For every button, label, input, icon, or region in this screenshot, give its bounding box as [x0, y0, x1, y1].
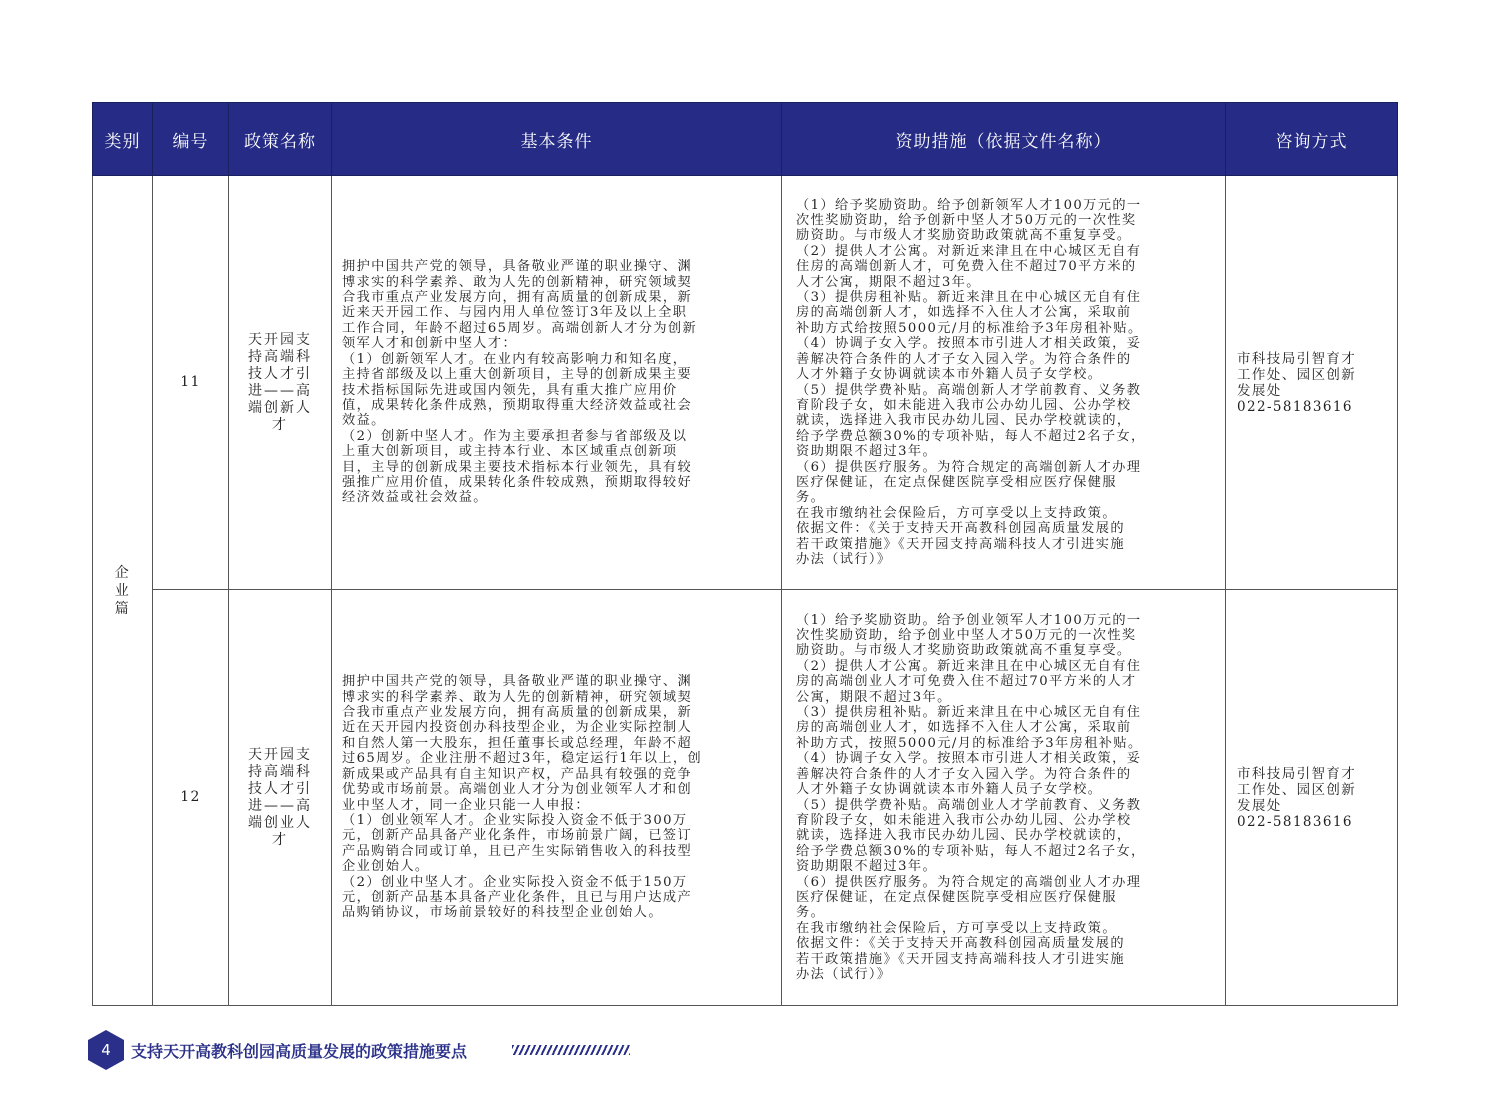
table-header — [93, 103, 1398, 176]
policy-number: 12 — [153, 590, 229, 1006]
header-category: 类别 — [93, 103, 153, 176]
policy-conditions: 拥护中国共产党的领导，具备敬业严谨的职业操守、渊 博求实的科学素养、敢为人先的创新精神，研究领域契 合我市重点产业发展方向，拥有高质量的创新成果，新 近来天开园工作、与园内用人单位签订3年及以上全职 工作合同，年龄不超过65周岁。高端创新人才分为创新 领军人才和创新中坚人才： （1）创新领军人才。在业内有较高影响力和知名度， 主持省部级及以上重大创新项目，主导的创新成果主要 技术指标国际先进或国内领先，具有重大推广应用价 值，成果转化条件成熟，预期取得重大经济效益或社会 效益。 （2）创新中坚人才。作为主要承担者参与省部级及以 上重大创新项目，或主持本行业、本区域重点创新项 目，主导的创新成果主要技术指标本行业领先，具有较 强推广应用价值，成果转化条件较成熟，预期取得较好 经济效益或社会效益。 — [332, 176, 782, 590]
footer-title: 支持天开高教科创园高质量发展的政策措施要点 — [131, 1042, 468, 1061]
policy-conditions: 拥护中国共产党的领导，具备敬业严谨的职业操守、渊 博求实的科学素养、敢为人先的创新精神，研究领域契 合我市重点产业发展方向，拥有高质量的创新成果，新 近在天开园内投资创办科技型企业，为企业实际控制人 和自然人第一大股东，担任董事长或总经理，年龄不超 过65周岁。企业注册不超过3年，稳定运行1年以上，创 新成果或产品具有自主知识产权，产品具有较强的竞争 优势或市场前景。高端创业人才分为创业领军人才和创 业中坚人才，同一企业只能一人申报： （1）创业领军人才。企业实际投入资金不低于300万 元，创新产品具备产业化条件，市场前景广阔，已签订 产品购销合同或订单，且已产生实际销售收入的科技型 企业创始人。 （2）创业中坚人才。企业实际投入资金不低于150万 元，创新产品基本具备产业化条件，且已与用户达成产 品购销协议，市场前景较好的科技型企业创始人。 — [332, 590, 782, 1006]
policy-name: 天开园支持高端科技人才引进——高端创业人才 — [229, 590, 332, 1006]
table-row — [93, 176, 1398, 590]
policy-aid: （1）给予奖励资助。给予创业领军人才100万元的一 次性奖励资助，给予创业中坚人才50万元的一次性奖 励资助。与市级人才奖励资助政策就高不重复享受。 （2）提供人才公寓。新近来津且在中心城区无自有住 房的高端创业人才可免费入住不超过70平方米的人才 公寓，期限不超过3年。 （3）提供房租补贴。新近来津且在中心城区无自有住 房的高端创业人才，如选择不入住人才公寓，采取前 补助方式，按照5000元/月的标准给予3年房租补贴。 （4）协调子女入学。按照本市引进人才相关政策，妥 善解决符合条件的人才子女入园入学。为符合条件的 人才外籍子女协调就读本市外籍人员子女学校。 （5）提供学费补贴。高端创业人才学前教育、义务教 育阶段子女，如未能进入我市公办幼儿园、公办学校 就读，选择进入我市民办幼儿园、民办学校就读的， 给予学费总额30%的专项补贴，每人不超过2名子女， 资助期限不超过3年。 （6）提供医疗服务。为符合规定的高端创业人才办理 医疗保健证，在定点保健医院享受相应医疗保健服 务。 在我市缴纳社会保险后，方可享受以上支持政策。 依据文件：《关于支持天开高教科创园高质量发展的 若干政策措施》《天开园支持高端科技人才引进实施 办法（试行）》 — [782, 590, 1226, 1006]
page-footer — [88, 1030, 648, 1070]
category-cell — [93, 176, 153, 1006]
category-label: 企业篇 — [114, 564, 131, 617]
policy-number: 11 — [153, 176, 229, 590]
policy-aid: （1）给予奖励资助。给予创新领军人才100万元的一 次性奖励资助，给予创新中坚人才50万元的一次性奖 励资助。与市级人才奖励资助政策就高不重复享受。 （2）提供人才公寓。对新近来津且在中心城区无自有 住房的高端创新人才，可免费入住不超过70平方米的 人才公寓，期限不超过3年。 （3）提供房租补贴。新近来津且在中心城区无自有住 房的高端创新人才，如选择不入住人才公寓，采取前 补助方式给按照5000元/月的标准给予3年房租补贴。 （4）协调子女入学。按照本市引进人才相关政策，妥 善解决符合条件的人才子女入园入学。为符合条件的 人才外籍子女协调就读本市外籍人员子女学校。 （5）提供学费补贴。高端创新人才学前教育、义务教 育阶段子女，如未能进入我市公办幼儿园、公办学校 就读，选择进入我市民办幼儿园、民办学校就读的， 给予学费总额30%的专项补贴，每人不超过2名子女， 资助期限不超过3年。 （6）提供医疗服务。为符合规定的高端创新人才办理 医疗保健证，在定点保健医院享受相应医疗保健服 务。 在我市缴纳社会保险后，方可享受以上支持政策。 依据文件：《关于支持天开高教科创园高质量发展的 若干政策措施》《天开园支持高端科技人才引进实施 办法（试行）》 — [782, 176, 1226, 590]
policy-name: 天开园支持高端科技人才引进——高端创新人才 — [229, 176, 332, 590]
header-number: 编号 — [153, 103, 229, 176]
header-policy-name: 政策名称 — [229, 103, 332, 176]
decorative-stripes-icon — [512, 1045, 630, 1055]
header-contact: 咨询方式 — [1226, 103, 1398, 176]
table-row — [93, 590, 1398, 1006]
policy-table — [92, 102, 1398, 1006]
page-number: 4 — [101, 1041, 111, 1059]
policy-contact: 市科技局引智育才 工作处、园区创新 发展处 022-58183616 — [1226, 590, 1398, 1006]
header-aid: 资助措施（依据文件名称） — [782, 103, 1226, 176]
header-conditions: 基本条件 — [332, 103, 782, 176]
policy-contact: 市科技局引智育才 工作处、园区创新 发展处 022-58183616 — [1226, 176, 1398, 590]
